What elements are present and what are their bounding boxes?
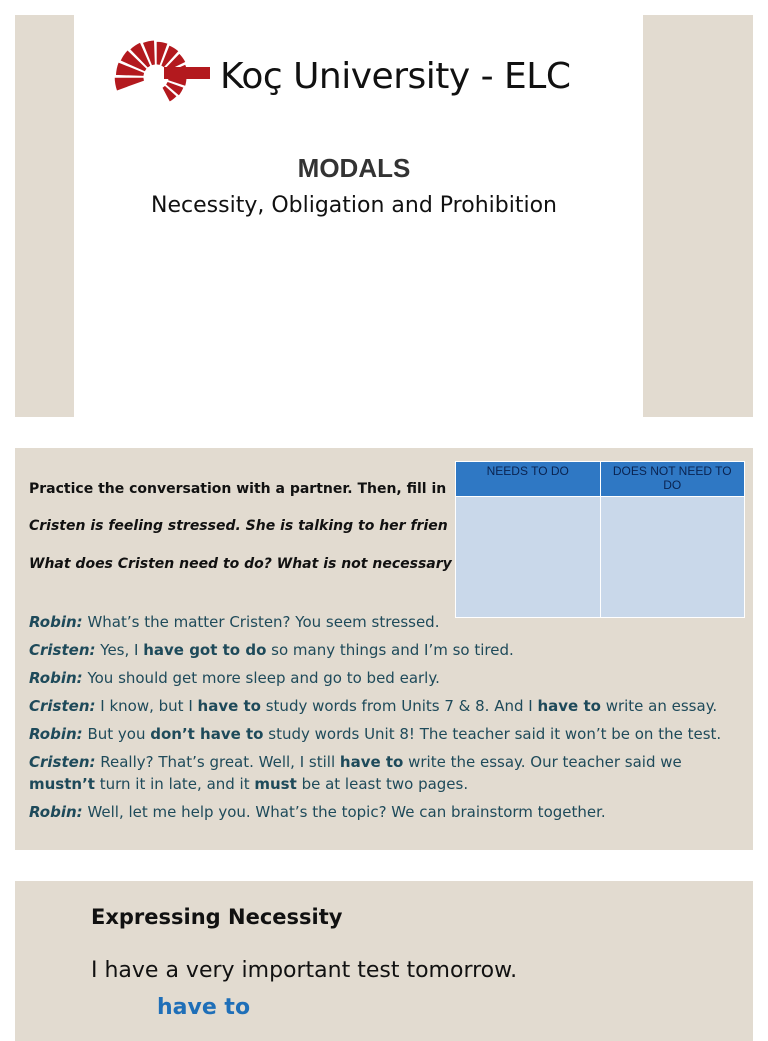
dialogue-text: But you xyxy=(82,725,151,743)
conversation-line xyxy=(29,695,729,717)
modal-highlight: have to xyxy=(197,697,261,715)
conversation-line xyxy=(29,639,729,661)
dialogue-text: be at least two pages. xyxy=(296,775,469,793)
needs-to-do-header: NEEDS TO DO xyxy=(456,462,601,497)
slide-subtitle: Necessity, Obligation and Prohibition xyxy=(151,193,557,218)
koc-university-logo xyxy=(106,27,212,113)
dialogue-text: Really? That’s great. Well, I still xyxy=(95,753,340,771)
dialogue-text: so many things and I’m so tired. xyxy=(266,641,514,659)
instruction-line-1 xyxy=(29,480,459,502)
speaker-name: Robin: xyxy=(29,613,83,631)
dialogue-text: turn it in late, and it xyxy=(94,775,255,793)
needs-to-do-cell[interactable] xyxy=(456,497,601,618)
instruction-line-3 xyxy=(29,555,459,577)
needs-table xyxy=(455,461,745,618)
example-sentence: I have a very important test tomorrow. xyxy=(91,958,518,983)
instruction-line-2 xyxy=(29,517,459,539)
does-not-need-header: DOES NOT NEED TO DO xyxy=(600,462,745,497)
conversation-line xyxy=(29,611,729,633)
instruction-text: What does Cristen need to do? What is not necessary xyxy=(29,556,452,572)
dialogue-text: write the essay. Our teacher said we xyxy=(403,753,682,771)
conversation xyxy=(29,611,729,823)
modal-highlight: must xyxy=(254,775,297,793)
speaker-name: Cristen: xyxy=(29,641,96,659)
dialogue-text: Yes, I xyxy=(95,641,144,659)
dialogue-text: Well, let me help you. What’s the topic? We can brainstorm together. xyxy=(82,803,606,821)
dialogue-text: I know, but I xyxy=(95,697,198,715)
speaker-name: Robin: xyxy=(29,725,83,743)
dialogue-text: study words Unit 8! The teacher said it won’t be on the test. xyxy=(263,725,722,743)
conversation-line xyxy=(29,751,729,795)
dialogue-text: study words from Units 7 & 8. And I xyxy=(260,697,538,715)
speaker-name: Robin: xyxy=(29,803,83,821)
modal-highlight: have to xyxy=(339,753,404,771)
modal-highlight: have got to do xyxy=(143,641,267,659)
instruction-text: Practice the conversation with a partner. Then, fill in xyxy=(29,481,447,497)
speaker-name: Cristen: xyxy=(29,697,96,715)
slide-title: MODALS xyxy=(297,153,411,183)
speaker-name: Robin: xyxy=(29,669,83,687)
dialogue-text: write an essay. xyxy=(600,697,718,715)
modal-phrase: have to xyxy=(157,995,251,1020)
modal-highlight: don’t have to xyxy=(150,725,264,743)
does-not-need-cell[interactable] xyxy=(600,497,745,618)
conversation-line xyxy=(29,723,729,745)
necessity-title: Expressing Necessity xyxy=(91,905,343,929)
instruction-text: Cristen is feeling stressed. She is talking to her frien xyxy=(29,518,448,534)
dialogue-text: You should get more sleep and go to bed early. xyxy=(82,669,440,687)
modal-highlight: mustn’t xyxy=(29,775,95,793)
dialogue-text: What’s the matter Cristen? You seem stressed. xyxy=(82,613,440,631)
modal-highlight: have to xyxy=(537,697,601,715)
conversation-line xyxy=(29,667,729,689)
speaker-name: Cristen: xyxy=(29,753,96,771)
university-name: Koç University - ELC xyxy=(220,56,571,97)
conversation-line xyxy=(29,801,729,823)
